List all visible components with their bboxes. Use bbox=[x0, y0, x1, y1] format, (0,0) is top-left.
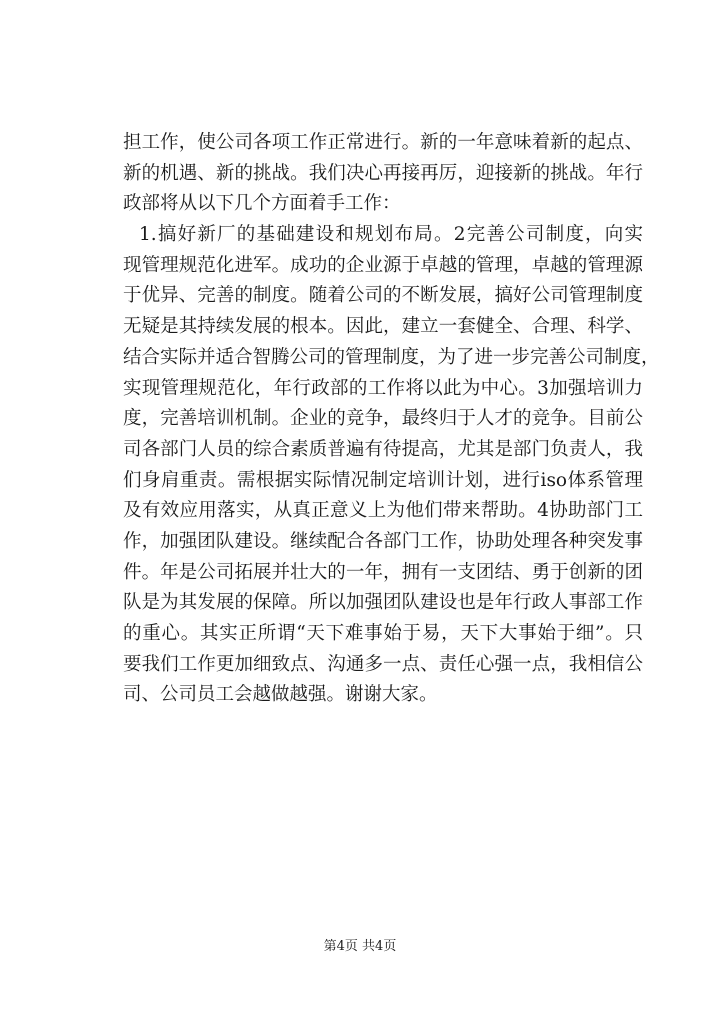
text-line: 1.搞好新厂的基础建设和规划布局。2完善公司制度，向实 bbox=[139, 224, 643, 246]
text-line: 件。年是公司拓展并壮大的一年，拥有一支团结、勇于创新的团 bbox=[123, 561, 643, 583]
text-line: 政部将从以下几个方面着手工作： bbox=[123, 193, 401, 215]
text-line: 司、公司员工会越做越强。谢谢大家。 bbox=[123, 684, 438, 706]
text-line: 作，加强团队建设。继续配合各部门工作，协助处理各种突发事 bbox=[123, 530, 643, 552]
text-line: 的重心。其实正所谓“天下难事始于易，天下大事始于细”。只 bbox=[123, 623, 643, 644]
text-line: 们身肩重责。需根据实际情况制定培训计划，进行iso体系管理 bbox=[123, 469, 643, 491]
text-line: 司各部门人员的综合素质普遍有待提高，尤其是部门负责人，我 bbox=[123, 438, 643, 460]
text-line: 结合实际并适合智腾公司的管理制度，为了进一步完善公司制度， bbox=[123, 346, 660, 368]
body-text bbox=[123, 128, 660, 711]
text-line: 要我们工作更加细致点、沟通多一点、责任心强一点，我相信公 bbox=[123, 653, 643, 675]
text-line: 度，完善培训机制。企业的竞争，最终归于人才的竞争。目前公 bbox=[123, 408, 643, 430]
text-line: 实现管理规范化，年行政部的工作将以此为中心。3加强培训力 bbox=[123, 377, 643, 399]
text-line: 于优异、完善的制度。随着公司的不断发展，搞好公司管理制度 bbox=[123, 285, 643, 307]
text-line: 担工作，使公司各项工作正常进行。新的一年意味着新的起点、 bbox=[123, 132, 643, 153]
text-line: 无疑是其持续发展的根本。因此，建立一套健全、合理、科学、 bbox=[123, 316, 643, 338]
text-line: 新的机遇、新的挑战。我们决心再接再厉，迎接新的挑战。年行 bbox=[123, 162, 643, 184]
text-line: 现管理规范化进军。成功的企业源于卓越的管理，卓越的管理源 bbox=[123, 254, 643, 276]
page-footer: 第4页 共4页 bbox=[323, 939, 397, 954]
text-line: 队是为其发展的保障。所以加强团队建设也是年行政人事部工作 bbox=[123, 592, 643, 614]
text-line: 及有效应用落实，从真正意义上为他们带来帮助。4协助部门工 bbox=[123, 500, 643, 522]
